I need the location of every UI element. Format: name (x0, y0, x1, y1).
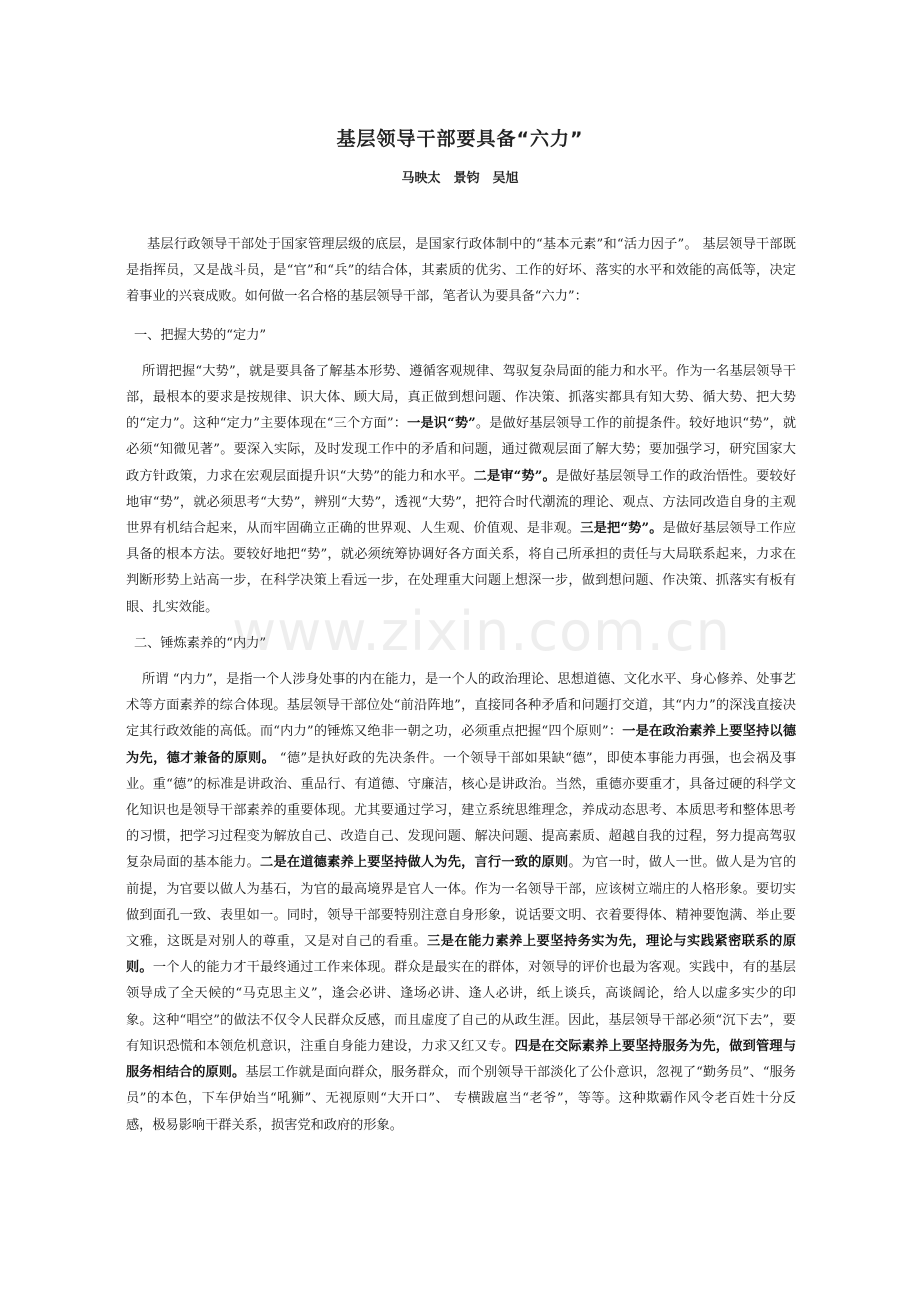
text-span: 基层工作就是面向群众，服务群众，而个别领导干部淡化了公仆意识，忽视了“勤务员”、“服务员”的本色，下车伊始当“吼狮”、无视原则“大开口”、 专横跋扈当“老爷”，等等。这种欺霸作风令老百姓十分反感，极易影响干群关系，损害党和政府的形象。 (126, 1065, 796, 1133)
section-2-heading: 二、锤炼素养的“内力” (134, 635, 267, 651)
text-span: “德”是执好政的先决条件。一个领导干部如果缺“德”，即使本事能力再强，也会祸及事业。重“德”的标准是讲政治、重品行、有道德、守廉洁，核心是讲政治。当然，重德亦要重才，具备过硬的科学文化知识也是领导干部素养的重要体现。尤其要通过学习，建立系统思维理念，养成动态思考、本质思考和整体思考的习惯，把学习过程变为解放自己、改造自己、发现问题、解决问题、提高素质、超越自我的过程，努力提高驾驭复杂局面的基本能力。 (126, 750, 797, 871)
text-span: 。为官一时，做人一世。做人是为官的前提，为官要以做人为基石，为官的最高境界是官人一体。作为一名领导干部，应该树立端庄的人格形象。要切实做到面孔一致、表里如一。同时，领导干部要特别注意自身形象，说话要文明、衣着要得体、精神要饱满、举止要文雅，这既是对别人的尊重，又是对自己的看重。 (126, 855, 797, 950)
site-watermark: www.zixin.com.cn (232, 600, 731, 663)
intro-paragraph: 基层行政领导干部处于国家管理层级的底层，是国家行政体制中的“基本元素”和“活力因子”。 基层领导干部既是指挥员，又是战斗员，是“官”和“兵”的结合体，其素质的优劣、工作的好坏、落实的水平和效能的高低等，决定着事业的兴衰成败。如何做一名合格的基层领导干部，笔者认为要具备“六力”： (126, 237, 796, 305)
bold-principle-4: 四是在交际素养上要坚持服务为先，做到管理与服务相结合的原则。 (126, 1038, 797, 1081)
text-span: 所谓 “内力”，是指一个人涉身处事的内在能力，是一个人的政治理论、思想道德、文化水平、身心修养、处事艺术等方面素养的综合体现。基层领导干部位处“前沿阵地”，直接同各种矛盾和问题打交道，其“内力”的深浅直接决定其行政效能的高低。而“内力”的锤炼又绝非一朝之功，必须重点把握“四个原则”： (126, 672, 796, 740)
text-span: 是做好基层领导工作应具备的根本方法。要较好地把“势”，就必须统筹协调好各方面关系，将自己所承担的责任与大局联系起来，力求在判断形势上站高一步，在科学决策上看远一步，在处理重大问题上想深一步，做到想问题、作决策、抓落实有板有眼、扎实效能。 (126, 521, 797, 615)
bold-point-1: 一是识“势” (407, 416, 476, 432)
document-authors: 马映太 景钧 吴旭 (401, 171, 519, 186)
text-span: 是做好基层领导工作的政治悟性。要较好地审“势”，就必须思考“大势”，辨别“大势”，透视“大势”，把符合时代潮流的理论、观点、方法同改造自身的主观世界有机结合起来，从而牢固确立正确的世界观、人生观、价值观、是非观。 (126, 468, 797, 537)
text-span: 一个人的能力才干最终通过工作来体现。群众是最实在的群体，对领导的评价也最为客观。实践中，有的基层领导成了全天候的“马克思主义”，逢会必讲、逢场必讲、逢人必讲，纸上谈兵，高谈阔论，给人以虚多实少的印象。这种“唱空”的做法不仅令人民群众反感，而且虚度了自己的从政生涯。因此，基层领导干部必须“沉下去”，要有知识恐慌和本领危机意识，注重自身能力建设，力求又红又专。 (126, 960, 796, 1054)
section-1-paragraph (126, 359, 796, 621)
document-title: 基层领导干部要具备“六力” (336, 128, 584, 150)
section-2-paragraph (126, 667, 796, 1139)
text-span: 。是做好基层领导工作的前提条件。较好地识“势”，就必须“知微见著”。要深入实际，及时发现工作中的矛盾和问题，通过微观层面了解大势；要加强学习，研究国家大政方针政策，力求在宏观层面提升识“大势”的能力和水平。 (126, 416, 797, 484)
text-span: 所谓把握“大势”，就是要具备了解基本形势、遵循客观规律、驾驭复杂局面的能力和水平。作为一名基层领导干部，最根本的要求是按规律、识大体、顾大局，真正做到想问题、作决策、抓落实都具有知大势、循大势、把大势的“定力”。这种“定力”主要体现在“三个方面”： (126, 363, 796, 432)
bold-point-2: 二是审“势”。 (473, 468, 556, 484)
section-1-heading: 一、把握大势的“定力” (134, 327, 267, 343)
bold-principle-2: 二是在道德素养上要坚持做人为先，言行一致的原则 (260, 855, 569, 871)
document-body (126, 232, 796, 1149)
bold-principle-3: 三是在能力素养上要坚持务实为先，理论与实践紧密联系的原则。 (126, 934, 797, 976)
bold-principle-1: 一是在政治素养上要坚持以德为先，德才兼备的原则。 (126, 724, 796, 766)
bold-point-3: 三是把“势”。 (580, 521, 663, 537)
